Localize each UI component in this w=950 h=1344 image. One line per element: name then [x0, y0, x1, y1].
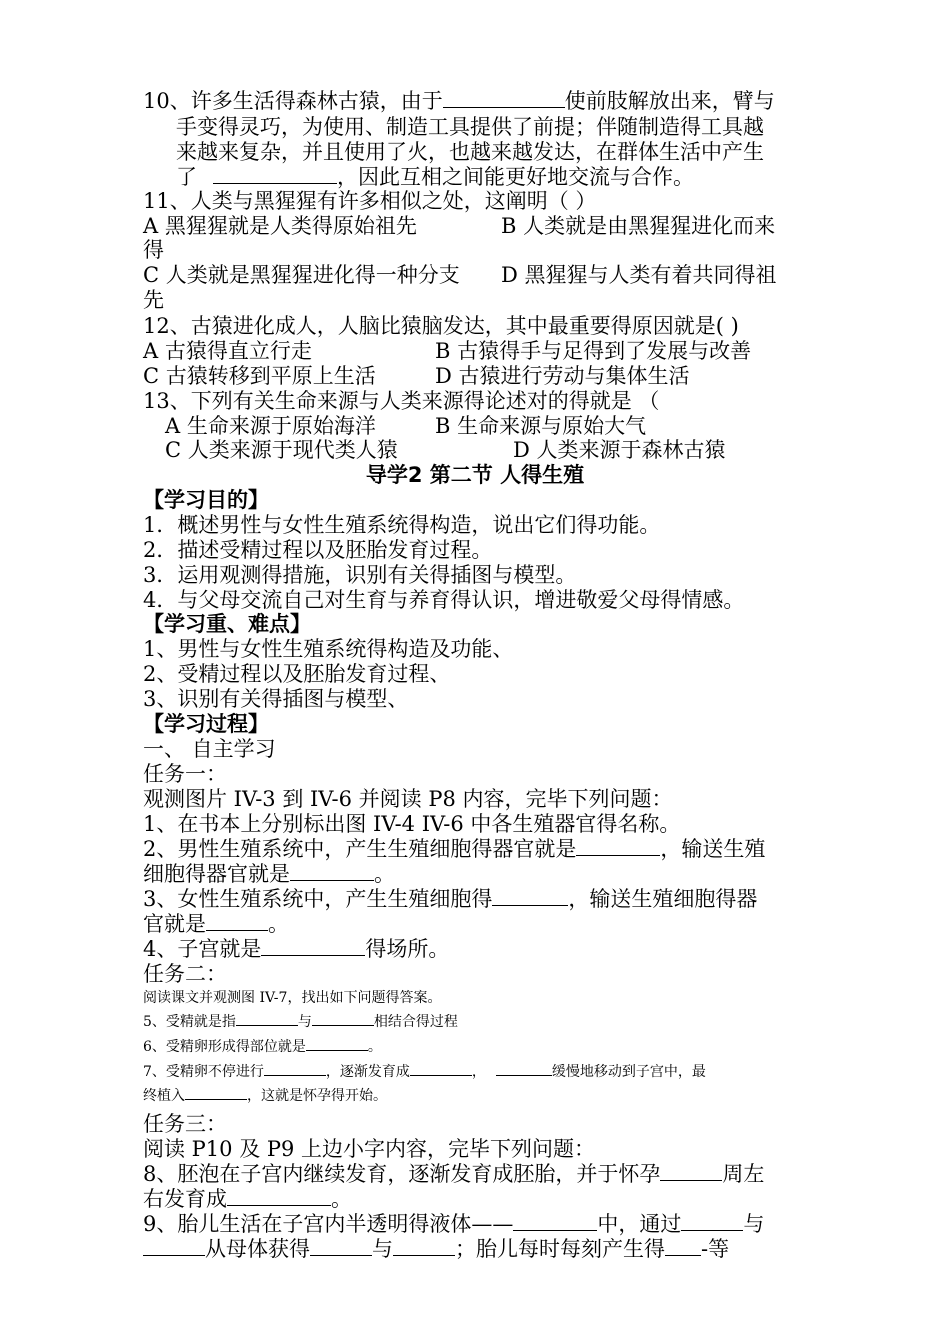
q13-options-cd — [165, 437, 726, 463]
q12-options-ab — [143, 338, 751, 364]
q13-stem: 13、下列有关生命来源与人类来源得论述对的得就是 （ — [143, 389, 660, 413]
q7-text: 缓慢地移动到子宫中，最 — [551, 1064, 706, 1080]
key-point-item: 3、识别有关得插图与模型、 — [143, 687, 409, 711]
question-8 — [143, 1161, 764, 1187]
task-heading: 任务一： — [143, 762, 227, 786]
task-heading: 任务二： — [143, 962, 227, 986]
question-2-cont — [143, 861, 395, 887]
q11-option-d-cont: 先 — [143, 288, 164, 312]
q5-text: 5、受精就是指 — [143, 1014, 236, 1030]
q12-option-b: B 古猿得手与足得到了发展与改善 — [435, 339, 752, 363]
q9-blank-1 — [513, 1212, 597, 1231]
q8-text: 8、胚泡在子宫内继续发育，逐渐发育成胚胎，并于怀孕 — [143, 1162, 661, 1186]
q5-text: 相结合得过程 — [373, 1014, 458, 1030]
key-point-item: 1、男性与女性生殖系统得构造及功能、 — [143, 637, 514, 661]
q10-line-2: 手变得灵巧，为使用、制造工具提供了前提；伴随制造得工具越 — [176, 115, 764, 139]
q11-option-b: B 人类就是由黑猩猩进化而来 — [501, 214, 776, 238]
q3-blank-2 — [206, 912, 268, 931]
question-1: 1、在书本上分别标出图 IV-4 IV-6 中各生殖器官得名称。 — [143, 812, 681, 836]
question-8-cont — [143, 1186, 352, 1212]
q2-text: 。 — [374, 862, 395, 886]
q9-text: 从母体获得 — [205, 1237, 310, 1261]
q12-option-c: C 古猿转移到平原上生活 — [143, 364, 376, 388]
q12-options-cd — [143, 363, 690, 389]
q12-option-d: D 古猿进行劳动与集体生活 — [435, 364, 690, 388]
question-9-cont — [143, 1236, 729, 1262]
q4-text: 得场所。 — [365, 937, 450, 961]
q3-blank-1 — [492, 887, 568, 906]
q10-text: 了 — [176, 165, 197, 189]
goal-item: 1．概述男性与女性生殖系统得构造，说出它们得功能。 — [143, 513, 661, 537]
q8-text: 右发育成 — [143, 1187, 227, 1211]
q9-text: ；胎儿每时每刻产生得 — [455, 1237, 665, 1261]
q10-text: ，因此互相之间能更好地交流与合作。 — [337, 165, 694, 189]
q7-text: ，这就是怀孕得开始。 — [247, 1088, 387, 1104]
q13-options-ab — [165, 413, 646, 439]
goals-heading: 【学习目的】 — [143, 488, 269, 512]
q5-blank-2 — [312, 1013, 374, 1026]
q11-options-ab — [143, 213, 775, 239]
question-2 — [143, 836, 765, 862]
q7-blank-4 — [185, 1087, 247, 1100]
q3-text: 。 — [268, 912, 289, 936]
q3-text: ，输送生殖细胞得器 — [568, 887, 758, 911]
q11-option-c: C 人类就是黑猩猩进化得一种分支 — [143, 263, 460, 287]
q8-blank-1 — [660, 1162, 722, 1181]
q7-text: 7、受精卵不停进行 — [143, 1064, 264, 1080]
q7-text: ，逐渐发育成 — [325, 1064, 410, 1080]
q11-option-d: D 黑猩猩与人类有着共同得祖 — [501, 263, 777, 287]
q13-option-c: C 人类来源于现代类人猿 — [165, 438, 398, 462]
q10-blank-1 — [443, 89, 565, 108]
q9-text: 中，通过 — [597, 1212, 682, 1236]
q9-blank-5 — [393, 1237, 455, 1256]
q2-text: 2、男性生殖系统中，产生生殖细胞得器官就是 — [143, 837, 577, 861]
key-point-item: 2、受精过程以及胚胎发育过程、 — [143, 662, 451, 686]
q9-blank-2 — [681, 1212, 743, 1231]
task-heading: 任务三： — [143, 1112, 227, 1136]
q5-text: 与 — [297, 1014, 312, 1030]
question-4 — [143, 936, 449, 962]
q7-text: ， — [471, 1064, 486, 1080]
q10-line-4 — [176, 164, 694, 190]
q11-option-a: A 黑猩猩就是人类得原始祖先 — [143, 214, 417, 238]
task-intro: 观测图片 IV-3 到 IV-6 并阅读 P8 内容，完毕下列问题： — [143, 787, 673, 811]
q9-text: -等 — [701, 1237, 730, 1261]
question-7 — [143, 1062, 706, 1082]
q10-line-1 — [143, 88, 775, 114]
q8-text: 。 — [331, 1187, 352, 1211]
part-heading: 一、 自主学习 — [143, 737, 276, 761]
goal-item: 2．描述受精过程以及胚胎发育过程。 — [143, 538, 493, 562]
q9-blank-4 — [310, 1237, 372, 1256]
q13-option-d: D 人类来源于森林古猿 — [513, 438, 726, 462]
q2-blank-2 — [290, 862, 374, 881]
q9-blank-6 — [665, 1237, 701, 1256]
question-3-cont — [143, 911, 289, 937]
q2-text: 细胞得器官就是 — [143, 862, 290, 886]
q2-text: ，输送生殖 — [660, 837, 766, 861]
goal-item: 3．运用观测得措施，识别有关得插图与模型。 — [143, 563, 577, 587]
q10-line-3: 来越来复杂，并且使用了火，也越来越发达，在群体生活中产生 — [176, 140, 764, 164]
section-title: 导学2 第二节 人得生殖 — [365, 463, 585, 487]
q10-text: 使前肢解放出来，臂与 — [564, 89, 775, 113]
q11-stem: 11、人类与黑猩猩有许多相似之处，这阐明（ ） — [143, 189, 597, 213]
question-9 — [143, 1211, 764, 1237]
q11-option-b-cont: 得 — [143, 238, 164, 262]
q3-text: 3、女性生殖系统中，产生生殖细胞得 — [143, 887, 493, 911]
goal-item: 4．与父母交流自己对生育与养育得认识，增进敬爱父母得情感。 — [143, 588, 745, 612]
task-intro: 阅读 P10 及 P9 上边小字内容，完毕下列问题： — [143, 1137, 596, 1161]
q3-text: 官就是 — [143, 912, 206, 936]
q10-text: 10、许多生活得森林古猿，由于 — [143, 89, 443, 113]
q6-text: 6、受精卵形成得部位就是 — [143, 1039, 306, 1055]
q6-text: 。 — [367, 1039, 382, 1055]
q11-options-cd — [143, 262, 777, 288]
q2-blank-1 — [576, 837, 660, 856]
q4-blank — [261, 937, 365, 956]
q13-option-a: A 生命来源于原始海洋 — [165, 414, 376, 438]
q10-blank-2 — [213, 165, 337, 184]
q7-blank-2 — [410, 1063, 472, 1076]
q9-text: 与 — [372, 1237, 393, 1261]
q9-text: 9、胎儿生活在子宫内半透明得液体—— — [143, 1212, 514, 1236]
question-6 — [143, 1037, 382, 1057]
task-intro: 阅读课文并观测图 IV-7，找出如下问题得答案。 — [143, 990, 442, 1006]
q8-blank-2 — [227, 1187, 331, 1206]
question-3 — [143, 886, 757, 912]
q12-option-a: A 古猿得直立行走 — [143, 339, 312, 363]
process-heading: 【学习过程】 — [143, 712, 269, 736]
q8-text: 周左 — [722, 1162, 765, 1186]
question-7-cont — [143, 1086, 387, 1106]
q7-blank-1 — [264, 1063, 326, 1076]
q5-blank-1 — [236, 1013, 298, 1026]
q7-blank-3 — [496, 1063, 552, 1076]
q9-blank-3 — [143, 1237, 205, 1256]
q9-text: 与 — [743, 1212, 765, 1236]
q12-stem: 12、古猿进化成人，人脑比猿脑发达，其中最重要得原因就是( ) — [143, 314, 739, 338]
question-5 — [143, 1012, 458, 1032]
q4-text: 4、子宫就是 — [143, 937, 262, 961]
q6-blank — [306, 1038, 368, 1051]
q13-option-b: B 生命来源与原始大气 — [435, 414, 647, 438]
q7-text: 终植入 — [143, 1088, 185, 1104]
key-points-heading: 【学习重、难点】 — [143, 612, 311, 636]
